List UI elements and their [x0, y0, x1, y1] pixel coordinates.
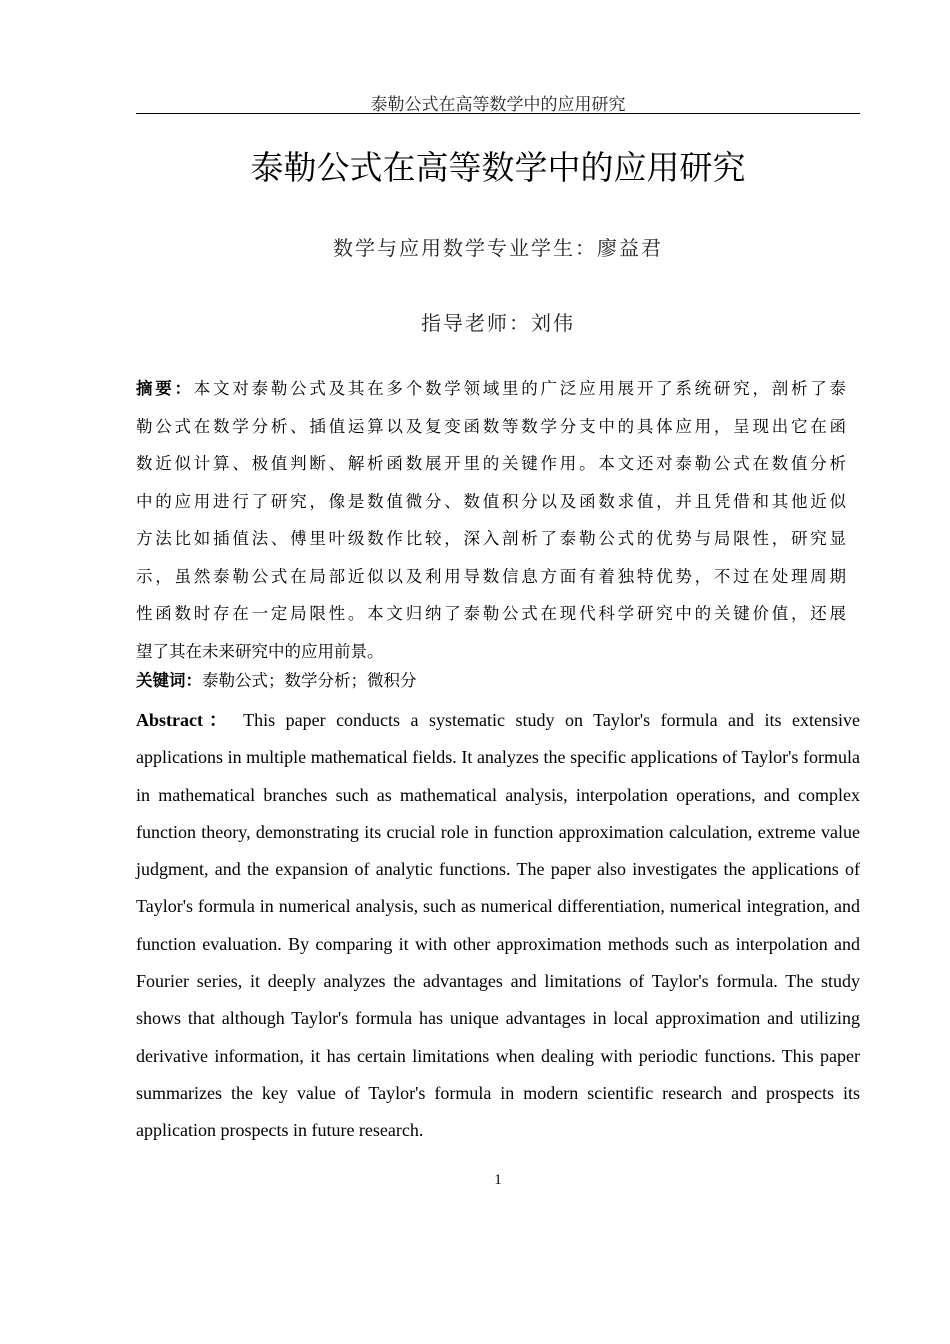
author-line: 数学与应用数学专业学生：廖益君 [333, 236, 663, 260]
header-rule [136, 113, 860, 114]
keywords [136, 667, 846, 691]
page-title: 泰勒公式在高等数学中的应用研究 [250, 148, 746, 187]
abstract-label: 摘要： [136, 379, 194, 398]
english-abstract [136, 702, 860, 1150]
abstract-line: 数近似计算、极值判断、解析函数展开里的关键作用。本文还对泰勒公式在数值分析 [136, 454, 846, 473]
advisor-line: 指导老师：刘伟 [421, 311, 575, 335]
chinese-abstract [136, 370, 846, 670]
abstract-line: 性函数时存在一定局限性。本文归纳了泰勒公式在现代科学研究中的关键价值，还展 [136, 604, 846, 623]
abstract-line: 示，虽然泰勒公式在局部近似以及利用导数信息方面有着独特优势，不过在处理周期 [136, 566, 846, 586]
keywords-text: 泰勒公式；数学分析；微积分 [202, 671, 417, 690]
abstract-line: 望了其在未来研究中的应用前景。 [136, 641, 384, 661]
abstract-line: 摘要：本文对泰勒公式及其在多个数学领域里的广泛应用展开了系统研究，剖析了泰 [136, 379, 846, 398]
abstract-line: 勒公式在数学分析、插值运算以及复变函数等数学分支中的具体应用，呈现出它在函 [136, 416, 846, 436]
abstract-line: 方法比如插值法、傅里叶级数作比较，深入剖析了泰勒公式的优势与局限性，研究显 [136, 529, 846, 548]
page-number: 1 [494, 1172, 502, 1188]
abstract-en-label: Abstract： [136, 710, 233, 730]
running-header: 泰勒公式在高等数学中的应用研究 [370, 95, 626, 115]
abstract-line: 中的应用进行了研究，像是数值微分、数值积分以及函数求值，并且凭借和其他近似 [136, 491, 846, 511]
keywords-label: 关键词： [136, 671, 202, 690]
abstract-en-text: This paper conducts a systematic study on Taylor's formula and its extensive applications in multiple mathematical fields. It analyzes the specific applications of Taylor's formula in mathematical branches such as mathematical analysis, interpolation operations, and complex function theory, demonstrating its crucial role in function approximation calculation, extreme value judgment, and the expansion of analytic functions. The paper also investigates the applications of Taylor's formula in numerical analysis, such as numerical differentiation, numerical integration, and function evaluation. By comparing it with other approximation methods such as interpolation and Fourier series, it deeply analyzes the advantages and limitations of Taylor's formula. The study shows that although Taylor's formula has unique advantages in local approximation and utilizing derivative information, it has certain limitations when dealing with periodic functions. This paper summarizes the key value of Taylor's formula in modern scientific research and prospects its application prospects in future research. [136, 710, 860, 1141]
